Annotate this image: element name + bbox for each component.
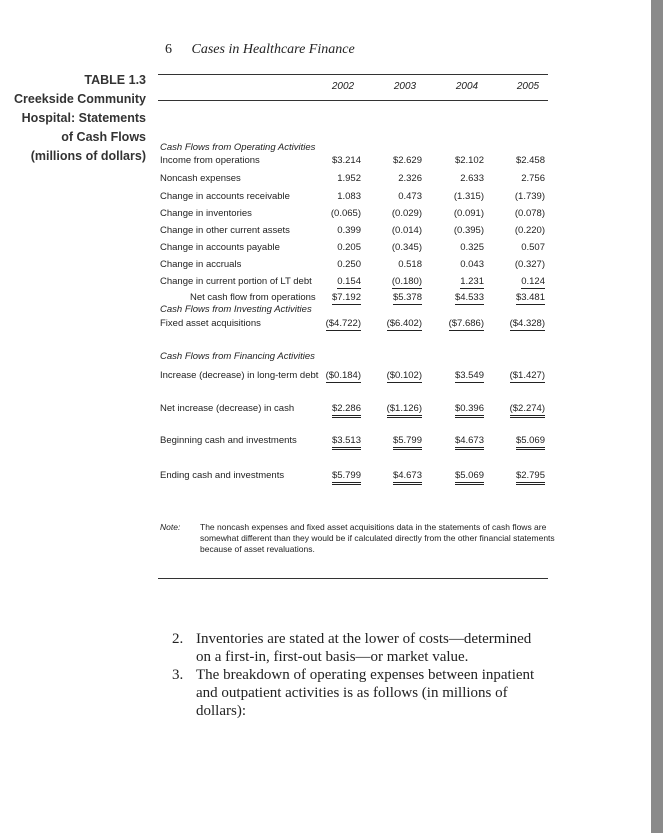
table-cell (305, 191, 361, 202)
table-cell (366, 292, 422, 303)
table-cell (366, 470, 422, 481)
table-cell (489, 173, 545, 184)
table-cell (366, 191, 422, 202)
table-cell (428, 403, 484, 414)
table-cell (489, 470, 545, 481)
cell-value: $0.396 (455, 403, 484, 418)
cell-value: $3.214 (331, 155, 361, 166)
caption-line: (millions of dollars) (30, 149, 146, 163)
cell-value: (0.065) (330, 208, 361, 219)
cell-value: ($4.328) (509, 318, 545, 329)
cell-value: ($6.402) (386, 318, 422, 329)
caption-line: TABLE 1.3 (84, 73, 146, 87)
note-label: Note: (160, 522, 181, 532)
cell-value: ($0.102) (386, 370, 422, 381)
row-label: Income from operations (160, 155, 260, 166)
cell-value: 1.231 (460, 276, 484, 287)
cell-value: (0.078) (514, 208, 545, 219)
row-label: Ending cash and investments (160, 470, 285, 481)
table-cell (428, 191, 484, 202)
cell-value: $2.286 (332, 403, 361, 418)
table-cell (366, 435, 422, 446)
cell-value: ($1.126) (387, 403, 422, 418)
cell-value: 0.250 (337, 259, 361, 270)
section-operating: Cash Flows from Operating Activities (160, 142, 316, 153)
caption-line: Hospital: Statements (21, 111, 146, 125)
table-cell (366, 173, 422, 184)
cell-value: (0.327) (514, 259, 545, 270)
row-label: Noncash expenses (160, 173, 241, 184)
table-cell (366, 370, 422, 381)
table-cell (305, 470, 361, 481)
table-cell (428, 155, 484, 166)
table-cell (305, 403, 361, 414)
table-cell (305, 435, 361, 446)
table-cell (428, 292, 484, 303)
table-caption (0, 71, 146, 166)
table-cell (428, 370, 484, 381)
cell-value: $4.673 (393, 470, 422, 485)
table-cell (305, 208, 361, 219)
year-header: 2003 (393, 81, 417, 92)
table-cell (428, 470, 484, 481)
cell-value: ($2.274) (510, 403, 545, 418)
row-label: Net increase (decrease) in cash (160, 403, 295, 414)
cell-value: ($4.722) (325, 318, 361, 329)
table-cell (305, 292, 361, 303)
header-rule (158, 100, 548, 101)
table-cell (428, 173, 484, 184)
table-cell (428, 318, 484, 329)
table-cell (428, 225, 484, 236)
table-cell (305, 276, 361, 287)
cell-value: ($7.686) (448, 318, 484, 329)
page-number: 6 (165, 42, 172, 57)
table-cell (428, 242, 484, 253)
cell-value: 2.633 (460, 173, 484, 184)
cell-value: 0.507 (521, 242, 545, 253)
cell-value: 0.043 (460, 259, 484, 270)
cell-value: $3.549 (454, 370, 484, 381)
section-investing: Cash Flows from Investing Activities (160, 304, 312, 315)
row-label: Beginning cash and investments (160, 435, 297, 446)
table-top-rule (158, 74, 548, 75)
year-header: 2002 (331, 81, 355, 92)
cell-value: $2.795 (516, 470, 545, 485)
cell-value: (0.220) (514, 225, 545, 236)
table-cell (305, 259, 361, 270)
cell-value: $2.102 (454, 155, 484, 166)
cell-value: 2.326 (398, 173, 422, 184)
row-label: Change in inventories (160, 208, 252, 219)
row-label: Change in accounts payable (160, 242, 280, 253)
table-cell (489, 191, 545, 202)
cell-value: $5.069 (516, 435, 545, 450)
table-cell (489, 292, 545, 303)
note-text: The noncash expenses and fixed asset acquisitions data in the statements of cash flows are somewhat different than they would be if calculated directly from the other financial statements because of asset revaluations. (200, 522, 555, 554)
section-financing: Cash Flows from Financing Activities (160, 351, 315, 362)
cell-value: (0.014) (391, 225, 422, 236)
row-label: Change in accounts receivable (160, 191, 290, 202)
cell-value: (0.180) (391, 276, 422, 287)
table-cell (489, 225, 545, 236)
year-header: 2005 (516, 81, 540, 92)
table-cell (489, 155, 545, 166)
cell-value: (1.315) (453, 191, 484, 202)
table-cell (305, 318, 361, 329)
table-cell (489, 242, 545, 253)
cell-value: 1.952 (337, 173, 361, 184)
table-cell (428, 259, 484, 270)
table-cell (366, 225, 422, 236)
cell-value: ($1.427) (509, 370, 545, 381)
table-cell (366, 403, 422, 414)
cell-value: $5.799 (393, 435, 422, 450)
table-cell (428, 276, 484, 287)
row-label: Fixed asset acquisitions (160, 318, 261, 329)
list-number: 3. (172, 667, 184, 683)
caption-line: of Cash Flows (61, 130, 146, 144)
cell-value: $4.673 (455, 435, 484, 450)
cell-value: (1.739) (514, 191, 545, 202)
table-cell (305, 242, 361, 253)
cell-value: 0.325 (460, 242, 484, 253)
cell-value: $7.192 (331, 292, 361, 303)
list-text: Inventories are stated at the lower of costs—determined on a first-in, first-out basis—or market value. (196, 631, 532, 665)
cell-value: (0.345) (391, 242, 422, 253)
table-cell (489, 318, 545, 329)
cell-value: 0.473 (398, 191, 422, 202)
row-label: Increase (decrease) in long-term debt (160, 370, 319, 381)
row-label: Net cash flow from operations (190, 292, 316, 303)
cell-value: 0.124 (521, 276, 545, 287)
table-cell (489, 276, 545, 287)
cell-value: $3.481 (515, 292, 545, 303)
table-cell (428, 208, 484, 219)
table-cell (305, 370, 361, 381)
cell-value: (0.395) (453, 225, 484, 236)
cell-value: ($0.184) (325, 370, 361, 381)
table-cell (366, 276, 422, 287)
scan-edge (651, 0, 663, 833)
list-text: The breakdown of operating expenses between inpatient and outpatient activities is as follows (in millions of dollars): (196, 667, 535, 719)
table-cell (366, 259, 422, 270)
cell-value: 0.518 (398, 259, 422, 270)
table-cell (489, 403, 545, 414)
cell-value: $2.458 (515, 155, 545, 166)
table-cell (428, 435, 484, 446)
cell-value: 2.756 (521, 173, 545, 184)
table-cell (489, 435, 545, 446)
cell-value: 1.083 (337, 191, 361, 202)
table-cell (305, 155, 361, 166)
row-label: Change in current portion of LT debt (160, 276, 312, 287)
table-cell (305, 173, 361, 184)
cell-value: 0.399 (337, 225, 361, 236)
cell-value: $5.069 (455, 470, 484, 485)
cell-value: $4.533 (454, 292, 484, 303)
table-cell (305, 225, 361, 236)
table-cell (489, 370, 545, 381)
row-label: Change in accruals (160, 259, 242, 270)
year-header: 2004 (455, 81, 479, 92)
table-cell (489, 259, 545, 270)
cell-value: 0.205 (337, 242, 361, 253)
cell-value: $3.513 (332, 435, 361, 450)
cell-value: (0.091) (453, 208, 484, 219)
table-cell (366, 208, 422, 219)
row-label: Change in other current assets (160, 225, 290, 236)
cell-value: 0.154 (337, 276, 361, 287)
cell-value: $5.378 (392, 292, 422, 303)
table-bottom-rule (158, 578, 548, 579)
running-head (165, 42, 355, 58)
table-cell (489, 208, 545, 219)
caption-line: Creekside Community (14, 92, 146, 106)
cell-value: $5.799 (332, 470, 361, 485)
table-cell (366, 318, 422, 329)
table-cell (366, 155, 422, 166)
table-cell (366, 242, 422, 253)
cell-value: $2.629 (392, 155, 422, 166)
cell-value: (0.029) (391, 208, 422, 219)
list-number: 2. (172, 631, 184, 647)
book-title: Cases in Healthcare Finance (191, 42, 355, 57)
